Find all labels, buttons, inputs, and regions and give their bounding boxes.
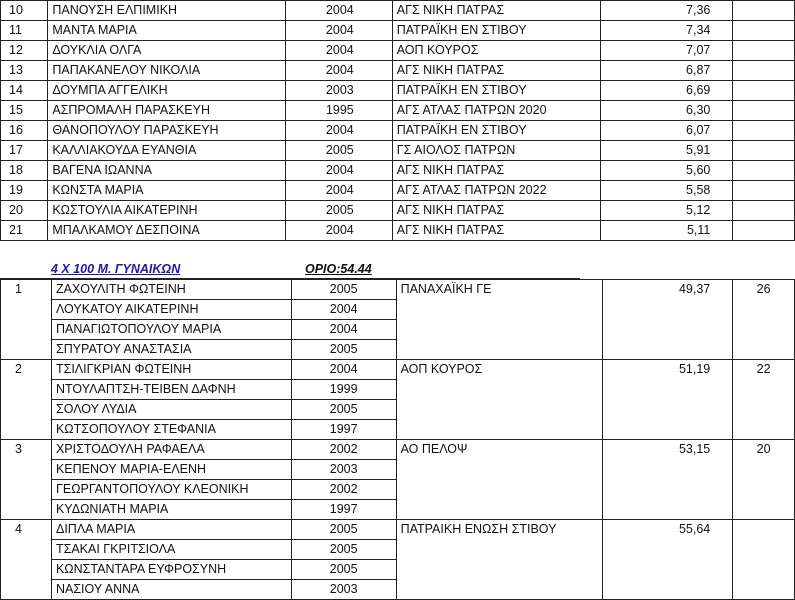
athlete-name-cell: ΚΑΛΛΙΑΚΟΥΔΑ ΕΥΑΝΘΙΑ: [48, 141, 286, 161]
athlete-name-cell: ΠΑΝΟΥΣΗ ΕΛΠΙΜΙΚΗ: [48, 1, 286, 21]
relay-birth-year-cell: 2003: [291, 460, 396, 480]
birth-year-cell: 2005: [286, 141, 393, 161]
birth-year-cell: 2003: [286, 81, 393, 101]
athlete-name-cell: ΔΟΥΜΠΑ ΑΓΓΕΛΙΚΗ: [48, 81, 286, 101]
team-club-cell: ΠΑΝΑΧΑΪΚΗ ΓΕ: [396, 280, 603, 360]
table-row: [1, 21, 795, 41]
relay-birth-year-cell: 2004: [291, 300, 396, 320]
relay-birth-year-cell: 2005: [291, 280, 396, 300]
relay-athlete-name-cell: ΝΑΣΙΟΥ ΑΝΝΑ: [51, 580, 291, 600]
birth-year-cell: 2004: [286, 161, 393, 181]
table-row: [1, 141, 795, 161]
rank-cell: 10: [1, 1, 48, 21]
rank-cell: 15: [1, 101, 48, 121]
relay-athlete-name-cell: ΛΟΥΚΑΤΟΥ ΑΙΚΑΤΕΡΙΝΗ: [51, 300, 291, 320]
team-mark-cell: 53,15: [603, 440, 733, 520]
relay-birth-year-cell: 1997: [291, 500, 396, 520]
points-cell: [733, 81, 795, 101]
rank-cell: 11: [1, 21, 48, 41]
relay-birth-year-cell: 1997: [291, 420, 396, 440]
birth-year-cell: 2004: [286, 181, 393, 201]
points-cell: [733, 1, 795, 21]
team-club-cell: ΑΟΠ ΚΟΥΡΟΣ: [396, 360, 603, 440]
relay-athlete-name-cell: ΚΥΔΩΝΙΑΤΗ ΜΑΡΙΑ: [51, 500, 291, 520]
birth-year-cell: 2004: [286, 41, 393, 61]
club-cell: ΑΓΣ ΑΤΛΑΣ ΠΑΤΡΩΝ 2022: [392, 181, 600, 201]
relay-athlete-name-cell: ΠΑΝΑΓΙΩΤΟΠΟΥΛΟΥ ΜΑΡΙΑ: [51, 320, 291, 340]
relay-athlete-name-cell: ΤΣΑΚΑΙ ΓΚΡΙΤΣΙΟΛΑ: [51, 540, 291, 560]
club-cell: ΑΓΣ ΝΙΚΗ ΠΑΤΡΑΣ: [392, 1, 600, 21]
points-cell: [733, 181, 795, 201]
relay-athlete-name-cell: ΚΩΝΣΤΑΝΤΑΡΑ ΕΥΦΡΟΣΥΝΗ: [51, 560, 291, 580]
birth-year-cell: 2004: [286, 61, 393, 81]
team-mark-cell: 55,64: [603, 520, 733, 600]
relay-row: [1, 360, 795, 380]
team-points-cell: 26: [733, 280, 795, 360]
club-cell: ΠΑΤΡΑΪΚΗ ΕΝ ΣΤΙΒΟΥ: [392, 81, 600, 101]
mark-cell: 6,30: [600, 101, 732, 121]
mark-cell: 5,11: [600, 221, 732, 241]
team-points-cell: 22: [733, 360, 795, 440]
birth-year-cell: 2004: [286, 21, 393, 41]
relay-birth-year-cell: 2003: [291, 580, 396, 600]
points-cell: [733, 161, 795, 181]
relay-birth-year-cell: 2005: [291, 520, 396, 540]
relay-row: [1, 440, 795, 460]
athlete-name-cell: ΠΑΠΑΚΑΝΕΛΟΥ ΝΙΚΟΛΙΑ: [48, 61, 286, 81]
club-cell: ΑΓΣ ΝΙΚΗ ΠΑΤΡΑΣ: [392, 161, 600, 181]
rank-cell: 12: [1, 41, 48, 61]
relay-athlete-name-cell: ΓΕΩΡΓΑΝΤΟΠΟΥΛΟΥ ΚΛΕΟΝΙΚΗ: [51, 480, 291, 500]
rank-cell: 16: [1, 121, 48, 141]
points-cell: [733, 101, 795, 121]
team-mark-cell: 49,37: [603, 280, 733, 360]
mark-cell: 6,07: [600, 121, 732, 141]
mark-cell: 5,58: [600, 181, 732, 201]
table-row: [1, 121, 795, 141]
athlete-name-cell: ΔΟΥΚΛΙΑ ΟΛΓΑ: [48, 41, 286, 61]
relay-athlete-name-cell: ΝΤΟΥΛΑΠΤΣΗ-ΤΕΙΒΕΝ ΔΑΦΝΗ: [51, 380, 291, 400]
mark-cell: 5,12: [600, 201, 732, 221]
relay-athlete-name-cell: ΚΩΤΣΟΠΟΥΛΟΥ ΣΤΕΦΑΝΙΑ: [51, 420, 291, 440]
table-row: [1, 1, 795, 21]
table-row: [1, 101, 795, 121]
athlete-name-cell: ΚΩΣΤΟΥΛΙΑ ΑΙΚΑΤΕΡΙΝΗ: [48, 201, 286, 221]
relay-birth-year-cell: 1999: [291, 380, 396, 400]
table-row: [1, 161, 795, 181]
team-club-cell: ΑΟ ΠΕΛΟΨ: [396, 440, 603, 520]
athlete-name-cell: ΑΣΠΡΟΜΑΛΗ ΠΑΡΑΣΚΕΥΗ: [48, 101, 286, 121]
club-cell: ΓΣ ΑΙΟΛΟΣ ΠΑΤΡΩΝ: [392, 141, 600, 161]
points-cell: [733, 121, 795, 141]
relay-athlete-name-cell: ΖΑΧΟΥΛΙΤΗ ΦΩΤΕΙΝΗ: [51, 280, 291, 300]
birth-year-cell: 2004: [286, 221, 393, 241]
club-cell: ΠΑΤΡΑΪΚΗ ΕΝ ΣΤΙΒΟΥ: [392, 21, 600, 41]
relay-athlete-name-cell: ΣΟΛΟΥ ΛΥΔΙΑ: [51, 400, 291, 420]
club-cell: ΑΓΣ ΑΤΛΑΣ ΠΑΤΡΩΝ 2020: [392, 101, 600, 121]
birth-year-cell: 2004: [286, 121, 393, 141]
points-cell: [733, 221, 795, 241]
mark-cell: 6,69: [600, 81, 732, 101]
table-row: [1, 81, 795, 101]
athlete-name-cell: ΜΑΝΤΑ ΜΑΡΙΑ: [48, 21, 286, 41]
table-row: [1, 61, 795, 81]
points-cell: [733, 201, 795, 221]
rank-cell: 17: [1, 141, 48, 161]
club-cell: ΠΑΤΡΑΪΚΗ ΕΝ ΣΤΙΒΟΥ: [392, 121, 600, 141]
birth-year-cell: 2004: [286, 1, 393, 21]
relay-birth-year-cell: 2004: [291, 360, 396, 380]
athlete-name-cell: ΚΩΝΣΤΑ ΜΑΡΙΑ: [48, 181, 286, 201]
relay-header: [0, 262, 795, 278]
relay-birth-year-cell: 2005: [291, 340, 396, 360]
mark-cell: 5,60: [600, 161, 732, 181]
points-cell: [733, 141, 795, 161]
table-row: [1, 221, 795, 241]
birth-year-cell: 1995: [286, 101, 393, 121]
club-cell: ΑΟΠ ΚΟΥΡΟΣ: [392, 41, 600, 61]
table-row: [1, 201, 795, 221]
rank-cell: 14: [1, 81, 48, 101]
rank-cell: 13: [1, 61, 48, 81]
athlete-name-cell: ΜΠΑΛΚΑΜΟΥ ΔΕΣΠΟΙΝΑ: [48, 221, 286, 241]
table-row: [1, 181, 795, 201]
team-rank-cell: 4: [1, 520, 52, 600]
relay-birth-year-cell: 2002: [291, 440, 396, 460]
mark-cell: 6,87: [600, 61, 732, 81]
relay-birth-year-cell: 2005: [291, 540, 396, 560]
team-rank-cell: 1: [1, 280, 52, 360]
birth-year-cell: 2005: [286, 201, 393, 221]
relay-athlete-name-cell: ΚΕΠΕΝΟΥ ΜΑΡΙΑ-ΕΛΕΝΗ: [51, 460, 291, 480]
mark-cell: 7,07: [600, 41, 732, 61]
mark-cell: 5,91: [600, 141, 732, 161]
relay-limit: ΟΡΙΟ:54.44: [305, 262, 372, 276]
club-cell: ΑΓΣ ΝΙΚΗ ΠΑΤΡΑΣ: [392, 61, 600, 81]
rank-cell: 20: [1, 201, 48, 221]
relay-birth-year-cell: 2005: [291, 400, 396, 420]
results-table: [0, 0, 795, 241]
rank-cell: 19: [1, 181, 48, 201]
team-club-cell: ΠΑΤΡΑΙΚΗ ΕΝΩΣΗ ΣΤΙΒΟΥ: [396, 520, 603, 600]
relay-birth-year-cell: 2002: [291, 480, 396, 500]
relay-row: [1, 520, 795, 540]
points-cell: [733, 21, 795, 41]
relay-athlete-name-cell: ΣΠΥΡΑΤΟΥ ΑΝΑΣΤΑΣΙΑ: [51, 340, 291, 360]
relay-birth-year-cell: 2005: [291, 560, 396, 580]
mark-cell: 7,34: [600, 21, 732, 41]
athlete-name-cell: ΘΑΝΟΠΟΥΛΟΥ ΠΑΡΑΣΚΕΥΗ: [48, 121, 286, 141]
relay-title[interactable]: 4 Χ 100 Μ. ΓΥΝΑΙΚΩΝ: [51, 262, 181, 276]
relay-birth-year-cell: 2004: [291, 320, 396, 340]
team-points-cell: 20: [733, 440, 795, 520]
team-mark-cell: 51,19: [603, 360, 733, 440]
relay-athlete-name-cell: ΧΡΙΣΤΟΔΟΥΛΗ ΡΑΦΑΕΛΑ: [51, 440, 291, 460]
team-rank-cell: 2: [1, 360, 52, 440]
relay-athlete-name-cell: ΤΣΙΛΙΓΚΡΙΑΝ ΦΩΤΕΙΝΗ: [51, 360, 291, 380]
rank-cell: 18: [1, 161, 48, 181]
points-cell: [733, 41, 795, 61]
relay-table: [0, 279, 795, 600]
team-points-cell: [733, 520, 795, 600]
relay-athlete-name-cell: ΔΙΠΛΑ ΜΑΡΙΑ: [51, 520, 291, 540]
points-cell: [733, 61, 795, 81]
rank-cell: 21: [1, 221, 48, 241]
mark-cell: 7,36: [600, 1, 732, 21]
relay-row: [1, 280, 795, 300]
club-cell: ΑΓΣ ΝΙΚΗ ΠΑΤΡΑΣ: [392, 201, 600, 221]
athlete-name-cell: ΒΑΓΕΝΑ ΙΩΑΝΝΑ: [48, 161, 286, 181]
club-cell: ΑΓΣ ΝΙΚΗ ΠΑΤΡΑΣ: [392, 221, 600, 241]
team-rank-cell: 3: [1, 440, 52, 520]
table-row: [1, 41, 795, 61]
